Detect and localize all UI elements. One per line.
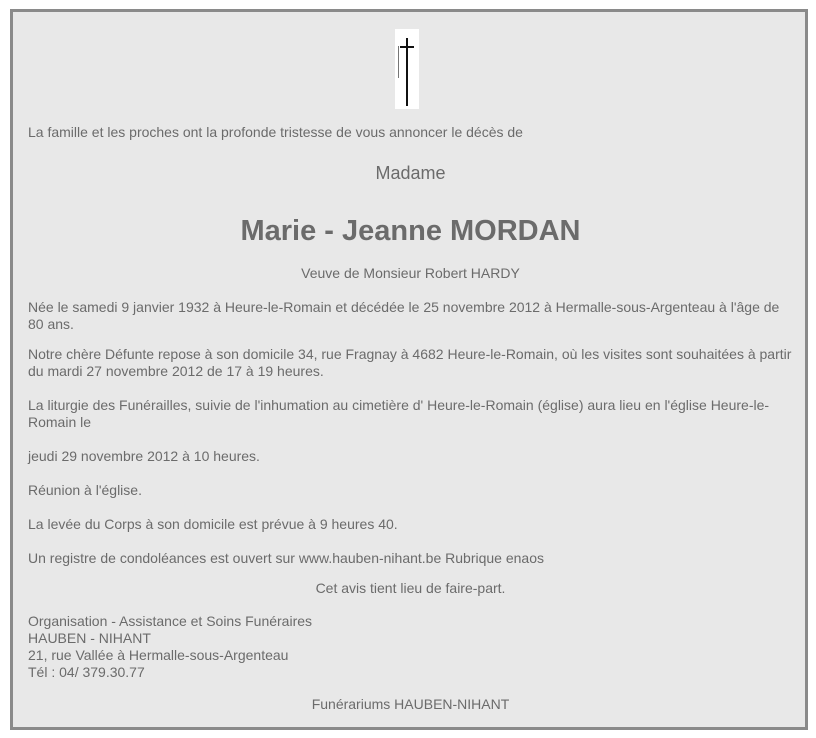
notice-note: Cet avis tient lieu de faire-part. [315, 580, 506, 596]
meeting-text: Réunion à l'église. [28, 482, 142, 498]
intro-text: La famille et les proches ont la profonde tristesse de vous annoncer le décès de [28, 124, 523, 140]
organisation-line: Organisation - Assistance et Soins Funéraires [28, 613, 313, 629]
birth-death-text: Née le samedi 9 janvier 1932 à Heure-le-Romain et décédée le 25 novembre 2012 à Hermalle-sous-Argenteau à l'âge de 80 ans. [28, 299, 780, 332]
registry-text: Un registre de condoléances est ouvert sur www.hauben-nihant.be Rubrique enaos [28, 550, 544, 566]
organisation-block [28, 613, 793, 681]
organisation-phone: Tél : 04/ 379.30.77 [28, 664, 145, 680]
salutation: Madame [375, 163, 446, 183]
liturgy-text: La liturgie des Funérailles, suivie de l'inhumation au cimetière d' Heure-le-Romain (église) aura lieu en l'église Heure-le-Romain le [28, 397, 770, 430]
footer-text: Funérariums HAUBEN-NIHANT [311, 696, 510, 712]
ceremony-date: jeudi 29 novembre 2012 à 10 heures. [28, 448, 260, 464]
spouse-line: Veuve de Monsieur Robert HARDY [301, 265, 520, 281]
cross-icon [395, 29, 419, 109]
organisation-name: HAUBEN - NIHANT [28, 630, 151, 646]
rest-text: Notre chère Défunte repose à son domicile 34, rue Fragnay à 4682 Heure-le-Romain, où les visites sont souhaitées à partir du mardi 27 novembre 2012 de 17 à 19 heures. [28, 346, 792, 379]
deceased-name: Marie - Jeanne MORDAN [240, 215, 581, 247]
levee-text: La levée du Corps à son domicile est prévue à 9 heures 40. [28, 516, 398, 532]
organisation-address: 21, rue Vallée à Hermalle-sous-Argenteau [28, 647, 289, 663]
obituary-notice [10, 9, 808, 730]
